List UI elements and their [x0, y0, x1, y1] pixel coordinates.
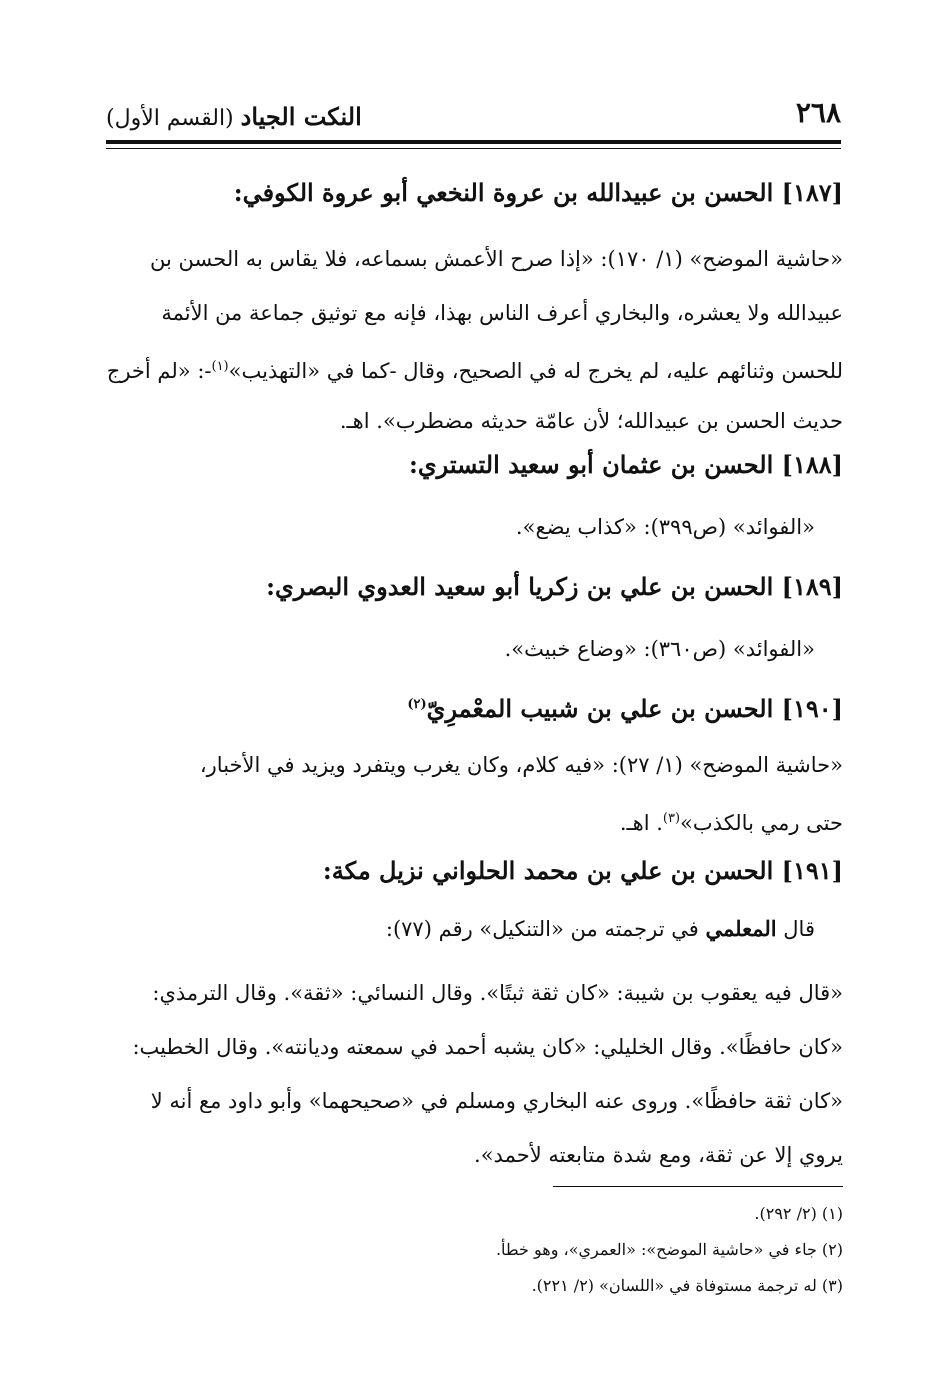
- entry-heading-191: [١٩١] الحسن بن علي بن محمد الحلواني نزيل مكة:: [322, 856, 843, 885]
- page-number: ٢٦٨: [795, 96, 841, 129]
- paragraph-187: [104, 232, 843, 448]
- paragraph-190: [104, 738, 843, 846]
- text-line: «حاشية الموضح» (١/ ٢٧): «فيه كلام، وكان يغرب ويتفرد ويزيد في الأخبار،: [199, 753, 843, 777]
- entry-heading-text: [١٩٠] الحسن بن علي بن شبيب المعْمرِيّ: [426, 694, 843, 723]
- book-title-main: النكت الجياد: [240, 102, 362, 131]
- entry-heading-188: [١٨٨] الحسن بن عثمان أبو سعيد التستري:: [408, 450, 843, 479]
- footnote-ref: (١): [211, 359, 229, 374]
- book-title: [106, 102, 362, 131]
- paragraph-188: [104, 500, 815, 554]
- paragraph-191-intro: [104, 902, 815, 956]
- footnote-1: (١) (٢/ ٢٩٢).: [754, 1204, 843, 1223]
- entry-heading-189: [١٨٩] الحسن بن علي بن زكريا أبو سعيد العدوي البصري:: [266, 572, 843, 601]
- text-line: [104, 902, 815, 956]
- text-line: يروي إلا عن ثقة، ومع شدة متابعته لأحمد».: [474, 1143, 843, 1167]
- text-line: «قال فيه يعقوب بن شيبة: «كان ثقة ثبتًا». وقال النسائي: «ثقة». وقال الترمذي:: [152, 981, 843, 1005]
- text-segment: قال: [783, 917, 815, 941]
- text-line: «الفوائد» (ص٣٩٩): «كذاب يضع».: [515, 515, 815, 539]
- paragraph-191: [104, 966, 843, 1182]
- text-segment: -: «لم أخرج: [106, 359, 212, 383]
- author-name: المعلمي: [705, 916, 777, 941]
- entry-heading-190: [104, 694, 843, 723]
- book-part: (القسم الأول): [106, 106, 234, 131]
- footnote-ref: (٣): [662, 811, 681, 826]
- header-rule-thin: [106, 148, 841, 149]
- header-rule-thick: [106, 140, 841, 144]
- text-line: «حاشية الموضح» (١/ ١٧٠): «إذا صرح الأعمش بسماعه، فلا يقاس به الحسن بن: [150, 247, 843, 271]
- text-line: «الفوائد» (ص٣٦٠): «وضاع خبيث».: [504, 637, 815, 661]
- paragraph-189: [104, 622, 815, 676]
- text-segment: . اهـ.: [619, 811, 663, 835]
- footnote-3: (٣) له ترجمة مستوفاة في «اللسان» (٢/ ٢٢١).: [531, 1276, 843, 1295]
- text-line: «كان ثقة حافظًا». وروى عنه البخاري ومسلم في «صحيحهما» وأبو داود مع أنه لا: [150, 1089, 843, 1113]
- text-segment: في ترجمته من «التنكيل» رقم (٧٧):: [385, 917, 699, 941]
- text-line: عبيدالله ولا يعشره، والبخاري أعرف الناس بهذا، فإنه مع توثيق جماعة من الأئمة: [161, 301, 843, 325]
- footnote-2: (٢) جاء في «حاشية الموضح»: «العمري»، وهو خطأ.: [495, 1240, 843, 1259]
- text-line: [104, 792, 843, 846]
- text-line: [104, 340, 843, 394]
- footnote-ref: (٢): [407, 697, 427, 712]
- running-header: [106, 96, 841, 132]
- footnote-rule: [553, 1186, 843, 1187]
- text-line: حديث الحسن بن عبيدالله؛ لأن عامّة حديثه مضطرب». اهـ.: [339, 409, 843, 433]
- entry-heading-187: [١٨٧] الحسن بن عبيدالله بن عروة النخعي أبو عروة الكوفي:: [233, 178, 843, 207]
- text-segment: حتى رمي بالكذب»: [680, 811, 843, 835]
- text-line: «كان حافظًا». وقال الخليلي: «كان يشبه أحمد في سمعته وديانته». وقال الخطيب:: [132, 1035, 843, 1059]
- text-segment: للحسن وثنائهم عليه، لم يخرج له في الصحيح، وقال -كما في «التهذيب»: [228, 359, 843, 383]
